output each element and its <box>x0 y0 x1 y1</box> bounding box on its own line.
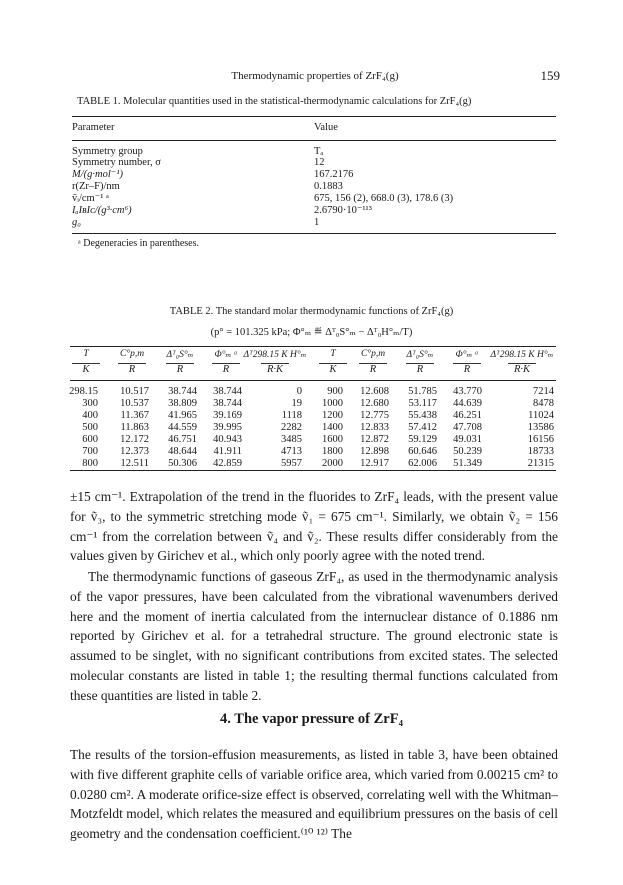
table2-cell: 8478 <box>533 398 554 409</box>
table2-cell: 62.006 <box>408 458 437 469</box>
table2-unit-cell: R <box>463 364 471 375</box>
table2-cell: 47.708 <box>453 422 482 433</box>
table2-cell: 12.775 <box>360 410 389 421</box>
table2-cell: 4713 <box>281 446 302 457</box>
body-paragraph-3 <box>70 745 558 844</box>
table2-header-cell: T <box>330 349 336 359</box>
table2-header-cell: C°p,m <box>360 349 386 359</box>
table2-cell: 2000 <box>322 458 343 469</box>
table2-unit-cell: R <box>222 364 230 375</box>
paragraph-text: The results of the torsion-effusion measurements, as listed in table 3, have been obtained with five different graphite cells of variable orifice area, which varied from 0.00215 cm² to 0.0280 cm². A moderate orifice-size effect is observed, correlating well with the Whitman–Motzfeldt model, which relates the measured and equilibrium pressures on the basis of cell geometry and the condensation coefficient.⁽¹⁰ ¹²⁾ The <box>70 747 558 842</box>
table2-cell: 12.680 <box>360 398 389 409</box>
table2-cell: 57.412 <box>408 422 437 433</box>
running-title: Thermodynamic properties of ZrF₄(g) <box>231 70 399 82</box>
table1-param: r(Zr–F)/nm <box>72 181 120 192</box>
table2-header-cell: C°p,m <box>119 349 145 359</box>
table2-cell: 13586 <box>527 422 554 433</box>
table1-col-value: Value <box>314 122 338 133</box>
table2-cell: 2282 <box>281 422 302 433</box>
table2-header-cell: Δᵀ298.15 K H°ₘ <box>490 350 554 360</box>
table2-cell: 400 <box>82 410 98 421</box>
table2-cell: 51.785 <box>408 386 437 397</box>
page-number: 159 <box>540 68 560 83</box>
table1-header-rule <box>72 140 556 141</box>
table2-cell: 1000 <box>322 398 343 409</box>
table2-unit-cell: R <box>176 364 184 375</box>
table2-cell: 10.537 <box>120 398 149 409</box>
table1-param: Symmetry group <box>72 146 143 157</box>
table2-header-cell: T <box>83 349 89 359</box>
table2-cell: 1400 <box>322 422 343 433</box>
table2-cell: 38.744 <box>213 386 242 397</box>
table1-value: Tₐ <box>314 146 324 157</box>
table2-fraction-bar <box>359 363 387 364</box>
table2-cell: 39.995 <box>213 422 242 433</box>
table2-cell: 0 <box>296 386 302 397</box>
table2-cell: 700 <box>82 446 98 457</box>
table2-fraction-bar <box>508 363 536 364</box>
table2-cell: 44.639 <box>453 398 482 409</box>
table2-unit-cell: K <box>329 364 337 375</box>
table1-param: g₀ <box>72 217 81 228</box>
table2-cell: 12.898 <box>360 446 389 457</box>
table2-cell: 39.169 <box>213 410 242 421</box>
table2-cell: 5957 <box>281 458 302 469</box>
table1-param: M/(g·mol⁻¹) <box>72 169 123 180</box>
table2-unit-cell: R·K <box>266 364 284 375</box>
table2-top-rule <box>70 346 556 347</box>
table2-caption: TABLE 2. The standard molar thermodynamic functions of ZrF₄(g) <box>169 306 454 317</box>
table2-header-cell: Φ°ₘ ᵃ <box>455 350 479 360</box>
table1-param: ṽᵢ/cm⁻¹ ᵃ <box>72 193 109 204</box>
paragraph-text: The thermodynamic functions of gaseous ZrF₄, as used in the thermodynamic analysis of the vapor pressures, have been calculated from the vibrational wavenumbers derived here and the moment of inertia calculated from the internuclear distance of 0.1886 nm reported by Girichev et al. for a tetrahedral structure. The ground electronic state is assumed to be singlet, with no significant contributions from excited states. The selected molecular constants are listed in table 1; the resulting thermal functions calculated from these quantities are listed in table 2. <box>70 569 558 703</box>
table2-cell: 38.744 <box>213 398 242 409</box>
table2-cell: 10.517 <box>120 386 149 397</box>
table2-unit-cell: R <box>369 364 377 375</box>
table2-subcaption: (p° = 101.325 kPa; Φ°ₘ ≝ Δᵀ₀S°ₘ − Δᵀ₀H°ₘ/T) <box>210 327 413 338</box>
table2-header-cell: Δᵀ₀S°ₘ <box>406 350 434 360</box>
table2-cell: 44.559 <box>168 422 197 433</box>
section-heading: 4. The vapor pressure of ZrF₄ <box>220 711 403 727</box>
table2-cell: 1118 <box>281 410 302 421</box>
table2-cell: 12.172 <box>120 434 149 445</box>
table2-fraction-bar <box>212 363 240 364</box>
table1-param: Symmetry number, σ <box>72 157 161 168</box>
body-paragraph-1 <box>70 487 558 566</box>
table2-header-cell: Φ°ₘ ᵃ <box>214 350 238 360</box>
table1-top-rule <box>72 116 556 117</box>
table2-cell: 21315 <box>527 458 554 469</box>
table1-caption: TABLE 1. Molecular quantities used in the statistical-thermodynamic calculations for ZrF₄(g) <box>77 96 472 107</box>
table2-cell: 50.239 <box>453 446 482 457</box>
table2-cell: 59.129 <box>408 434 437 445</box>
table2-bottom-rule <box>70 470 556 471</box>
table2-cell: 11024 <box>528 410 554 421</box>
table2-cell: 41.911 <box>213 446 242 457</box>
table2-cell: 46.251 <box>453 410 482 421</box>
table2-cell: 11.863 <box>120 422 149 433</box>
table2-cell: 38.809 <box>168 398 197 409</box>
table2-unit-cell: K <box>82 364 90 375</box>
table1-col-parameter: Parameter <box>72 122 115 133</box>
table1-value: 0.1883 <box>314 181 343 192</box>
table2-unit-cell: R <box>416 364 424 375</box>
paragraph-text: ±15 cm⁻¹. Extrapolation of the trend in the fluorides to ZrF₄ leads, with the present value for ṽ₃, to the symmetric stretching mode ṽ₁ = 675 cm⁻¹. Similarly, we obtain ṽ₂ = 156 cm⁻¹ from the correlation between ṽ₄ and ṽ₂. These results differ considerably from the values given by Girichev et al., which only poorly agree with the noted trend. <box>70 489 558 564</box>
table1-value: 12 <box>314 157 325 168</box>
table2-cell: 19 <box>291 398 302 409</box>
table2-cell: 12.511 <box>120 458 149 469</box>
table2-cell: 55.438 <box>408 410 437 421</box>
table2-cell: 12.917 <box>360 458 389 469</box>
table2-cell: 12.872 <box>360 434 389 445</box>
table2-cell: 1800 <box>322 446 343 457</box>
table2-cell: 38.744 <box>168 386 197 397</box>
table2-cell: 1600 <box>322 434 343 445</box>
table2-unit-cell: R·K <box>513 364 531 375</box>
table2-cell: 300 <box>82 398 98 409</box>
table2-cell: 42.859 <box>213 458 242 469</box>
table2-cell: 12.833 <box>360 422 389 433</box>
table2-header-cell: Δᵀ298.15 K H°ₘ <box>243 350 307 360</box>
body-paragraph-2 <box>70 567 558 706</box>
table2-unit-cell: R <box>128 364 136 375</box>
table2-fraction-bar <box>261 363 289 364</box>
table2-cell: 46.751 <box>168 434 197 445</box>
table1-value: 167.2176 <box>314 169 354 180</box>
table2-cell: 800 <box>82 458 98 469</box>
table2-cell: 49.031 <box>453 434 482 445</box>
table2-cell: 11.367 <box>120 410 149 421</box>
table2-cell: 18733 <box>527 446 554 457</box>
table2-cell: 60.646 <box>408 446 437 457</box>
table2-cell: 600 <box>82 434 98 445</box>
table2-cell: 48.644 <box>168 446 197 457</box>
table1-value: 675, 156 (2), 668.0 (3), 178.6 (3) <box>314 193 454 204</box>
table2-fraction-bar <box>406 363 434 364</box>
table1-bottom-rule <box>72 233 556 234</box>
table2-fraction-bar <box>453 363 481 364</box>
table2-cell: 16156 <box>527 434 554 445</box>
table2-cell: 900 <box>327 386 343 397</box>
table2-fraction-bar <box>319 363 347 364</box>
table1-value: 1 <box>314 217 320 228</box>
table2-header <box>70 349 556 379</box>
table2-cell: 50.306 <box>168 458 197 469</box>
table2-cell: 7214 <box>533 386 554 397</box>
table2-cell: 12.373 <box>120 446 149 457</box>
table2-fraction-bar <box>72 363 100 364</box>
table2-cell: 298.15 <box>69 386 98 397</box>
table1-footnote: ᵃ Degeneracies in parentheses. <box>78 238 200 249</box>
table2-cell: 3485 <box>281 434 302 445</box>
table2-fraction-bar <box>166 363 194 364</box>
table2-cell: 51.349 <box>453 458 482 469</box>
table2-cell: 40.943 <box>213 434 242 445</box>
table2-cell: 41.965 <box>168 410 197 421</box>
table2-header-cell: Δᵀ₀S°ₘ <box>166 350 194 360</box>
table2-cell: 1200 <box>322 410 343 421</box>
table2-cell: 43.770 <box>453 386 482 397</box>
table2-fraction-bar <box>118 363 146 364</box>
table2-cell: 12.608 <box>360 386 389 397</box>
table2-cell: 500 <box>82 422 98 433</box>
table1-param: IₐIʙIᴄ/(g³·cm⁶) <box>72 205 132 216</box>
table2-cell: 53.117 <box>408 398 437 409</box>
table2-header-rule <box>70 380 556 381</box>
table1-value: 2.6790·10⁻¹¹³ <box>314 205 372 216</box>
table2-body <box>70 386 556 486</box>
